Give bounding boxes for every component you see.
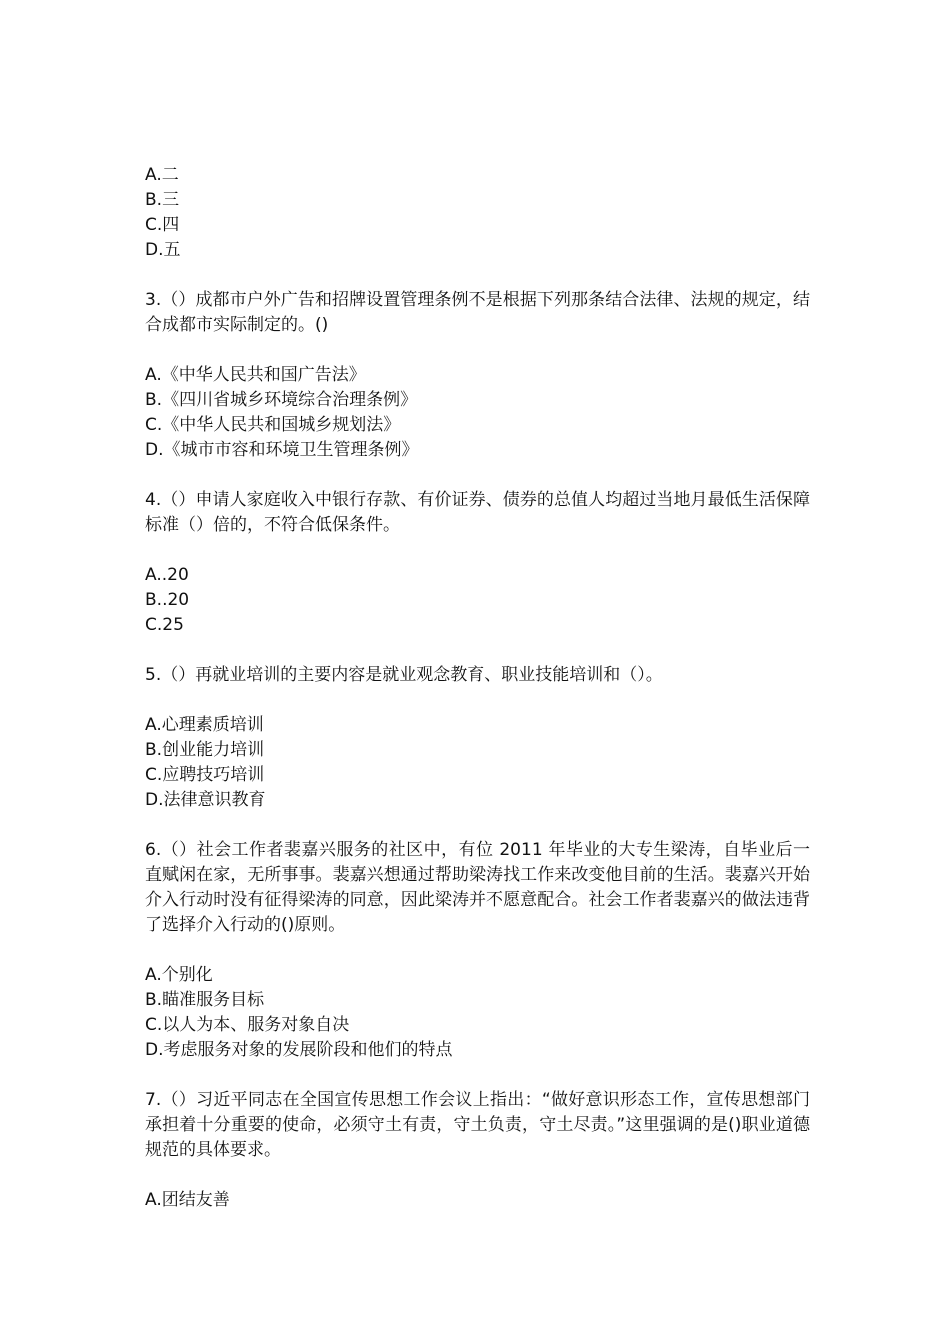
option-c: C.应聘技巧培训 [145, 765, 265, 785]
question-6 [145, 838, 810, 938]
question-7-options [145, 1188, 810, 1213]
question-text: 7.（）习近平同志在全国宣传思想工作会议上指出：“做好意识形态工作，宣传思想部门承担着十分重要的使命，必须守土有责，守土负责，守土尽责。”这里强调的是()职业道德规范的具体要求。 [145, 1090, 810, 1160]
option-a: A.二 [145, 165, 179, 185]
option-c: C.四 [145, 215, 180, 235]
question-5-options [145, 713, 810, 813]
option-b: B.瞄准服务目标 [145, 990, 265, 1010]
option-a: A.团结友善 [145, 1190, 230, 1210]
question-text: 3.（）成都市户外广告和招牌设置管理条例不是根据下列那条结合法律、法规的规定，结合成都市实际制定的。() [145, 290, 810, 335]
question-3 [145, 288, 810, 338]
option-a: A.心理素质培训 [145, 715, 264, 735]
option-c: C.25 [145, 615, 184, 635]
question-4-options [145, 563, 810, 638]
option-a: A..20 [145, 565, 189, 585]
question-7 [145, 1088, 810, 1163]
option-b: B.《四川省城乡环境综合治理条例》 [145, 390, 418, 410]
question-3-options [145, 363, 810, 463]
option-c: C.以人为本、服务对象自决 [145, 1015, 350, 1035]
document-content [145, 163, 810, 1213]
question-6-options [145, 963, 810, 1063]
question-4 [145, 488, 810, 538]
option-b: B.三 [145, 190, 180, 210]
option-d: D.《城市市容和环境卫生管理条例》 [145, 440, 419, 460]
option-d: D.五 [145, 240, 181, 260]
question-text: 4.（）申请人家庭收入中银行存款、有价证券、债券的总值人均超过当地月最低生活保障标准（）倍的，不符合低保条件。 [145, 490, 810, 535]
question-2-options [145, 163, 810, 263]
option-a: A.个别化 [145, 965, 213, 985]
question-text: 5.（）再就业培训的主要内容是就业观念教育、职业技能培训和（）。 [145, 665, 663, 685]
question-text: 6.（）社会工作者裴嘉兴服务的社区中，有位 2011 年毕业的大专生梁涛，自毕业后一直赋闲在家，无所事事。裴嘉兴想通过帮助梁涛找工作来改变他目前的生活。裴嘉兴开始介入行动时没有征得梁涛的同意，因此梁涛并不愿意配合。社会工作者裴嘉兴的做法违背了选择介入行动的()原则。 [145, 840, 810, 935]
question-5 [145, 663, 810, 688]
option-a: A.《中华人民共和国广告法》 [145, 365, 366, 385]
option-b: B..20 [145, 590, 190, 610]
option-c: C.《中华人民共和国城乡规划法》 [145, 415, 401, 435]
option-b: B.创业能力培训 [145, 740, 265, 760]
option-d: D.法律意识教育 [145, 790, 266, 810]
option-d: D.考虑服务对象的发展阶段和他们的特点 [145, 1040, 453, 1060]
